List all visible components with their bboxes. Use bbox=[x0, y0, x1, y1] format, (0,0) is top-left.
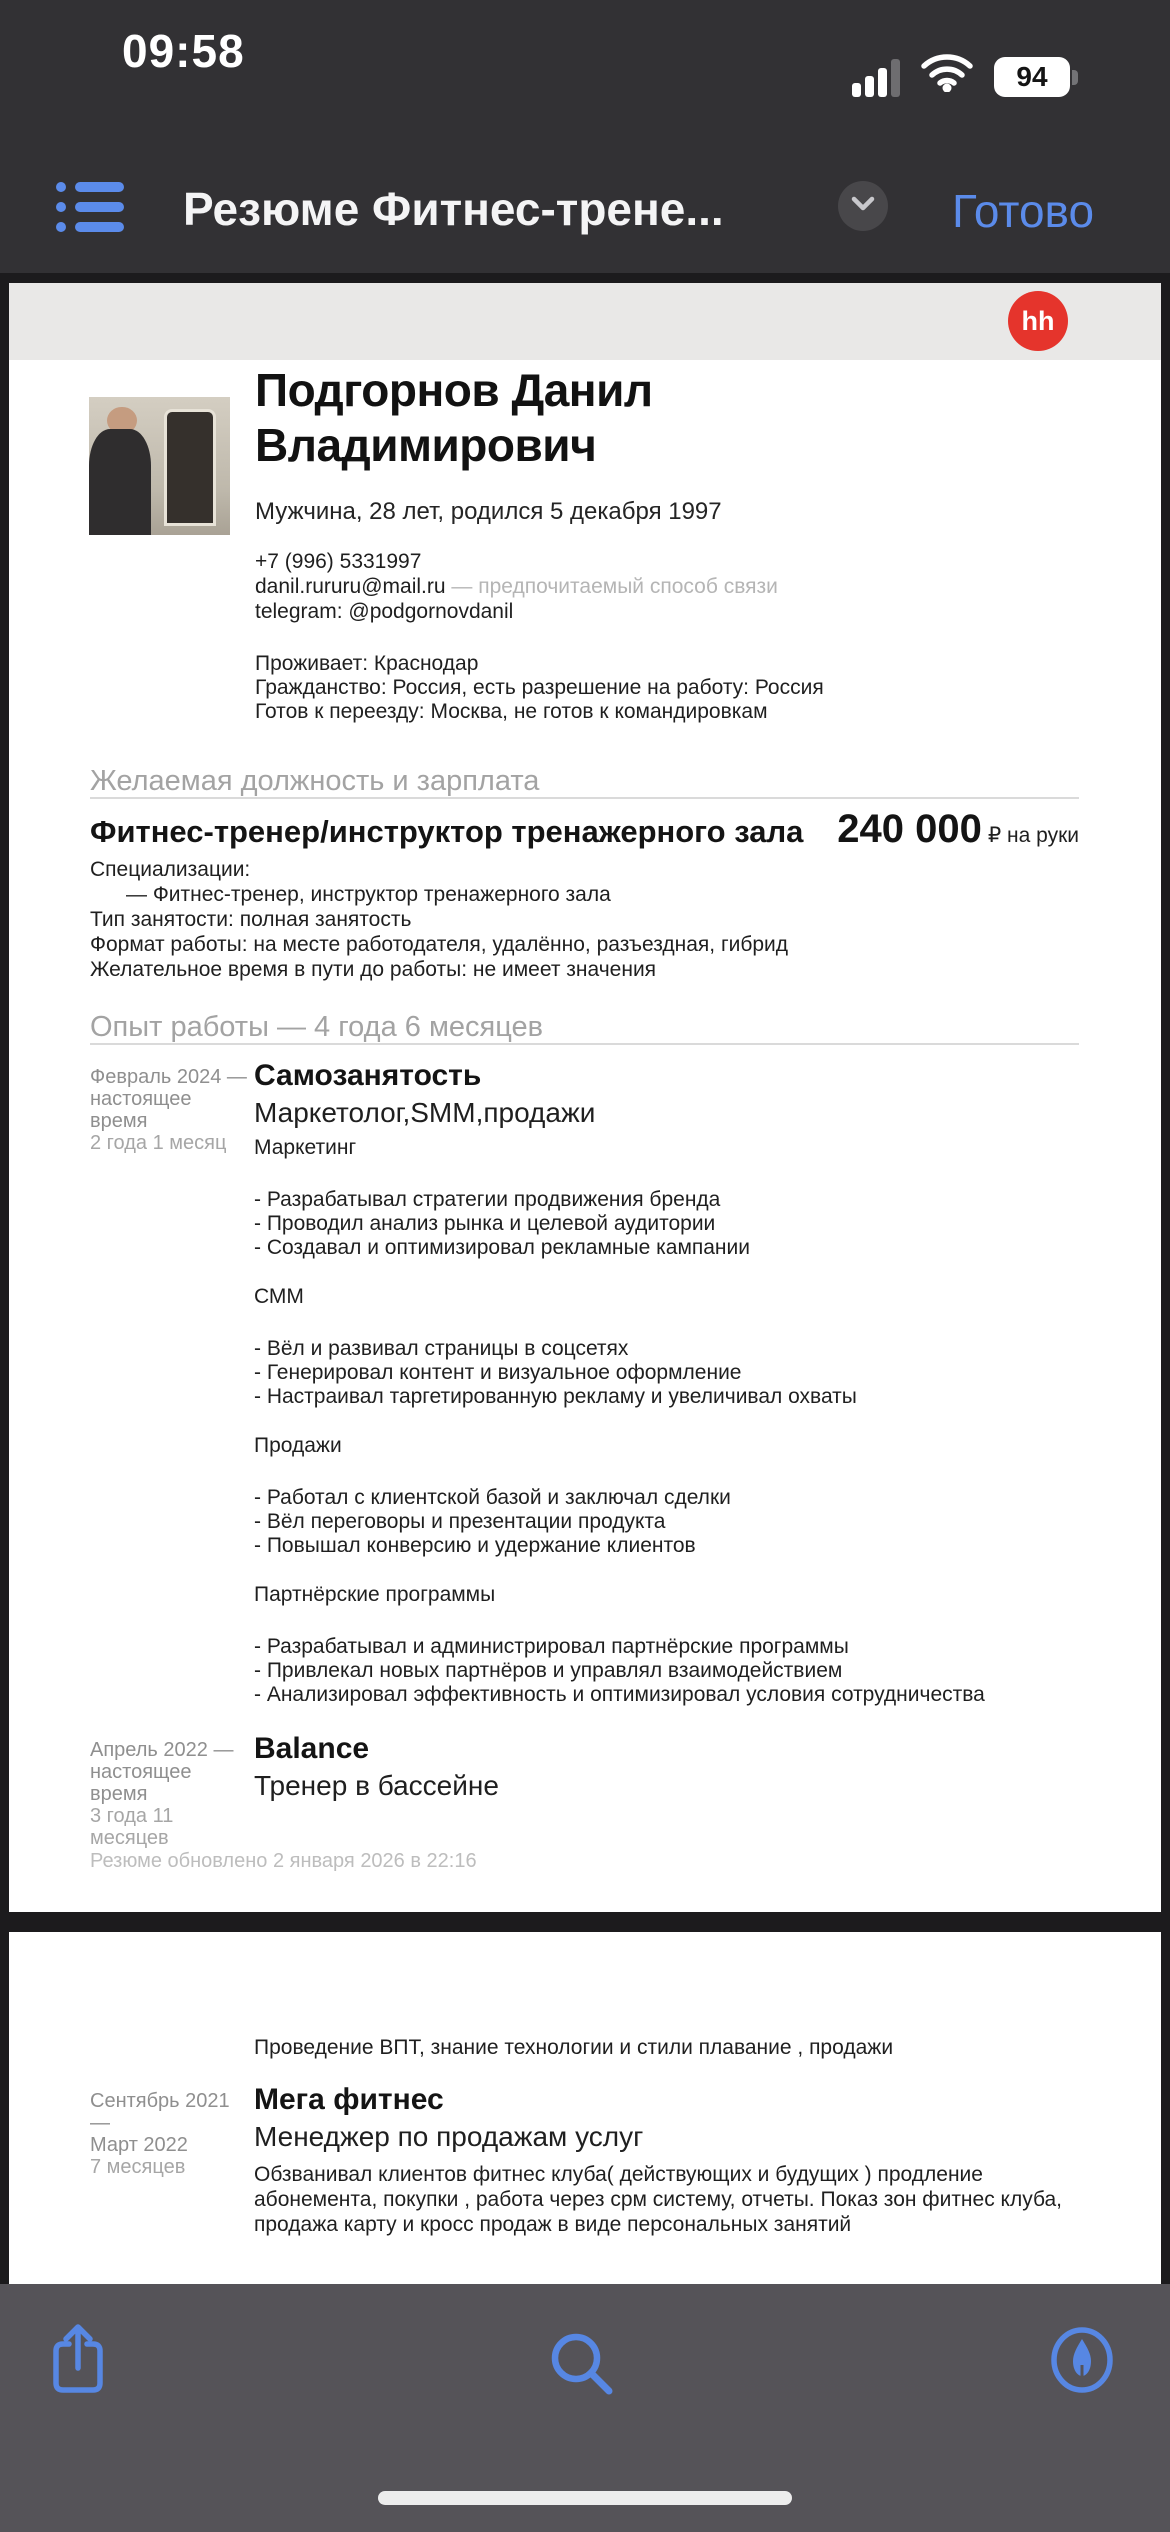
status-icons bbox=[852, 52, 1078, 97]
bottom-toolbar bbox=[0, 2284, 1170, 2532]
location-block bbox=[255, 652, 824, 724]
desired-position-block bbox=[90, 807, 1079, 982]
citizenship: Гражданство: Россия, есть разрешение на работу: Россия bbox=[255, 676, 824, 699]
duty-group-heading: Маркетинг bbox=[254, 1136, 357, 1159]
markup-pen-icon bbox=[1051, 2380, 1113, 2397]
table-of-contents-button[interactable] bbox=[56, 182, 124, 232]
company-name: Самозанятость bbox=[254, 1059, 482, 1092]
duty-list: - Разрабатывал и администрировал партнёрские программы - Привлекал новых партнёров и управлял взаимодействием - Анализировал эффективность и оптимизировал условия сотрудничества bbox=[254, 1635, 985, 1706]
done-button[interactable]: Готово bbox=[952, 185, 1095, 237]
job-entry bbox=[90, 1731, 1079, 1849]
resume-page-1[interactable] bbox=[9, 283, 1161, 1912]
resume-updated-note: Резюме обновлено 2 января 2026 в 22:16 bbox=[90, 1850, 477, 1872]
job-entry bbox=[90, 2082, 1079, 2237]
page-header-strip bbox=[9, 283, 1161, 360]
job-title: Менеджер по продажам услуг bbox=[254, 2121, 644, 2152]
share-button[interactable] bbox=[50, 2322, 106, 2401]
battery-icon bbox=[994, 57, 1078, 97]
hh-logo: hh bbox=[1008, 291, 1068, 351]
job-title: Маркетолог,SMM,продажи bbox=[254, 1097, 596, 1128]
duty-list: - Разрабатывал стратегии продвижения бренда - Проводил анализ рынка и целевой аудитории - Создавал и оптимизировал рекламные кампании bbox=[254, 1188, 750, 1259]
work-format: Формат работы: на месте работодателя, удалённо, разъездная, гибрид bbox=[90, 933, 789, 956]
experience-block bbox=[90, 1058, 1079, 1849]
company-name: Balance bbox=[254, 1732, 370, 1765]
job-period: Апрель 2022 — настоящее время 3 года 11 месяцев bbox=[90, 1739, 234, 1849]
chevron-down-icon bbox=[851, 196, 875, 217]
resume-page-2[interactable] bbox=[9, 1932, 1161, 2284]
share-icon bbox=[50, 2383, 106, 2400]
duty-list: - Вёл и развивал страницы в соцсетях - Генерировал контент и визуальное оформление - Настраивал таргетированную рекламу и увеличивал охваты bbox=[254, 1337, 857, 1408]
battery-percent: 94 bbox=[1016, 61, 1048, 92]
telegram: telegram: @podgornovdanil bbox=[255, 600, 514, 623]
status-time: 09:58 bbox=[122, 25, 245, 77]
profile-photo bbox=[89, 397, 230, 535]
job-entry bbox=[90, 1058, 1079, 1707]
employment-type: Тип занятости: полная занятость bbox=[90, 908, 412, 931]
residence: Проживает: Краснодар bbox=[255, 652, 479, 675]
job-description-continuation: Проведение ВПТ, знание технологии и стили плавание , продажи bbox=[254, 2036, 894, 2059]
commute-preference: Желательное время в пути до работы: не имеет значения bbox=[90, 958, 657, 981]
top-chrome bbox=[0, 0, 1170, 273]
section-desired-position: Желаемая должность и зарплата bbox=[90, 767, 1079, 799]
candidate-summary: Мужчина, 28 лет, родился 5 декабря 1997 bbox=[255, 498, 722, 525]
contact-block bbox=[255, 549, 778, 624]
document-title: Резюме Фитнес-трене... bbox=[183, 183, 724, 235]
salary bbox=[837, 807, 1079, 852]
search-button[interactable] bbox=[549, 2331, 615, 2402]
wifi-icon bbox=[920, 52, 974, 97]
duty-group-heading: СММ bbox=[254, 1285, 304, 1308]
candidate-name: Подгорнов Данил Владимирович bbox=[255, 364, 653, 471]
email-line bbox=[255, 574, 778, 599]
spec-item: — Фитнес-тренер, инструктор тренажерного зала bbox=[126, 883, 611, 906]
salary-note: ₽ на руки bbox=[987, 824, 1079, 847]
relocation: Готов к переезду: Москва, не готов к командировкам bbox=[255, 700, 768, 723]
salary-amount: 240 000 bbox=[837, 807, 982, 851]
job-period: Сентябрь 2021 — Март 2022 7 месяцев bbox=[90, 2090, 230, 2178]
job-description: Обзванивал клиентов фитнес клуба( действующих и будущих ) продление абонемента, покупки , работа через срм систему, отчеты. Показ зон фитнес клуба, продажа карту и кросс продаж в виде персональных занятий bbox=[254, 2163, 1063, 2236]
duty-list: - Работал с клиентской базой и заключал сделки - Вёл переговоры и презентации продукта - Повышал конверсию и удержание клиентов bbox=[254, 1486, 731, 1557]
phone: +7 (996) 5331997 bbox=[255, 550, 422, 573]
email-note: — предпочитаемый способ связи bbox=[451, 575, 778, 598]
desired-position-title: Фитнес-тренер/инструктор тренажерного зала bbox=[90, 814, 804, 849]
search-icon bbox=[549, 2384, 615, 2401]
duty-group-heading: Продажи bbox=[254, 1434, 342, 1457]
cellular-signal-icon bbox=[852, 57, 900, 97]
job-period: Февраль 2024 — настоящее время 2 года 1 месяц bbox=[90, 1066, 247, 1154]
title-menu-button[interactable] bbox=[838, 181, 888, 231]
duty-group-heading: Партнёрские программы bbox=[254, 1583, 496, 1606]
section-experience: Опыт работы — 4 года 6 месяцев bbox=[90, 1013, 1079, 1045]
company-name: Мега фитнес bbox=[254, 2083, 444, 2116]
spec-label: Специализации: bbox=[90, 858, 251, 881]
home-indicator[interactable] bbox=[378, 2491, 792, 2505]
email: danil.rururu@mail.ru bbox=[255, 575, 446, 598]
markup-button[interactable] bbox=[1051, 2327, 1113, 2398]
job-title: Тренер в бассейне bbox=[254, 1770, 499, 1801]
